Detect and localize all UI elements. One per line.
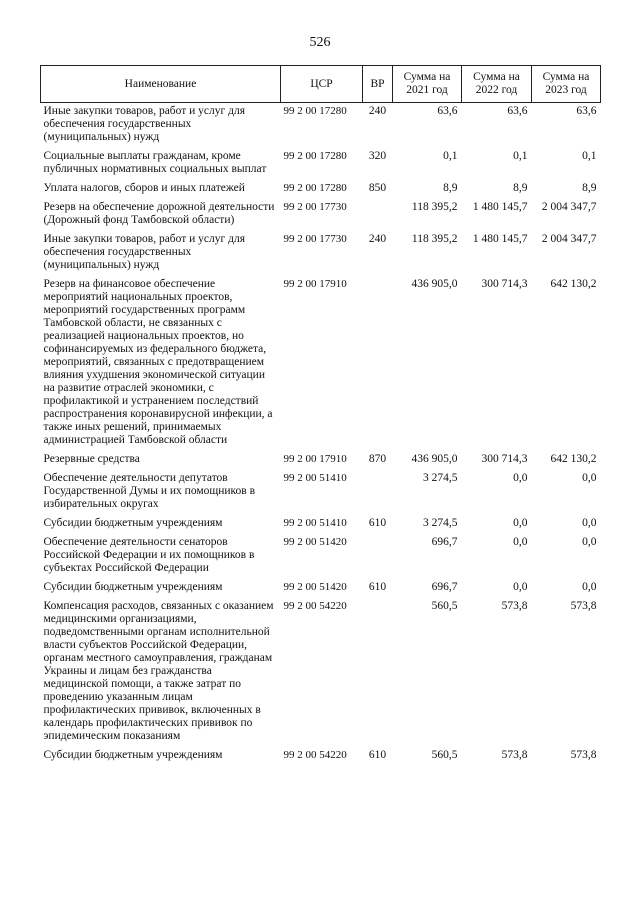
table-row bbox=[41, 180, 601, 199]
row-sum-2021: 436 905,0 bbox=[411, 278, 458, 290]
table-row bbox=[41, 148, 601, 180]
row-name: Обеспечение деятельности депутатов Государственной Думы и их помощников в избирательных округах bbox=[43, 472, 256, 510]
row-sum-2021: 436 905,0 bbox=[411, 453, 458, 465]
row-sum-2023: 0,0 bbox=[582, 472, 597, 484]
row-sum-2022: 0,0 bbox=[513, 472, 528, 484]
table-row bbox=[41, 747, 601, 766]
row-vr bbox=[363, 470, 393, 515]
row-vr: 850 bbox=[368, 182, 387, 194]
row-name: Резерв на финансовое обеспечение мероприятий национальных проектов, мероприятий государственных программ Тамбовской области, не связанных с реализацией национальных проектов, но софинансируемых из федерального бюджета, мероприятий, связанных с предотвращением влияния ухудшения экономической ситуации на развитие отраслей экономики, с профилактикой и устранением последствий распространения коронавирусной инфекции, а также иных решений, принимаемых администрацией Тамбовской области bbox=[43, 278, 273, 446]
table-row bbox=[41, 276, 601, 451]
row-sum-2022: 300 714,3 bbox=[481, 278, 528, 290]
table-row bbox=[41, 470, 601, 515]
row-vr: 240 bbox=[368, 105, 387, 117]
row-sum-2022: 0,0 bbox=[513, 581, 528, 593]
header-name: Наименование bbox=[41, 66, 281, 103]
row-vr bbox=[363, 276, 393, 451]
row-sum-2023: 0,0 bbox=[582, 581, 597, 593]
row-csr: 99 2 00 51420 bbox=[283, 536, 347, 548]
row-name: Субсидии бюджетным учреждениям bbox=[43, 517, 223, 529]
row-name: Компенсация расходов, связанных с оказанием медицинскими организациями, подведомственными органам исполнительной власти субъектов Российской Федерации, органам местного самоуправления, гражданам Украины и лицам без гражданства медицинской помощи, а также затрат по проведению указанным лицам профилактических прививок, включенных в календарь профилактических прививок по эпидемическим показаниям bbox=[43, 600, 274, 742]
table-header bbox=[41, 66, 601, 103]
row-sum-2022: 573,8 bbox=[501, 749, 528, 761]
row-sum-2022: 0,1 bbox=[513, 150, 528, 162]
row-sum-2023: 0,1 bbox=[582, 150, 597, 162]
row-csr: 99 2 00 17910 bbox=[283, 453, 347, 465]
row-vr: 610 bbox=[368, 581, 387, 593]
row-sum-2021: 560,5 bbox=[431, 749, 458, 761]
row-csr: 99 2 00 17280 bbox=[283, 182, 347, 194]
row-sum-2021: 63,6 bbox=[437, 105, 458, 117]
row-csr: 99 2 00 51410 bbox=[283, 517, 347, 529]
row-csr: 99 2 00 51420 bbox=[283, 581, 347, 593]
row-name: Уплата налогов, сборов и иных платежей bbox=[43, 182, 245, 194]
header-sum-2021: Сумма на 2021 год bbox=[393, 66, 462, 103]
row-sum-2023: 642 130,2 bbox=[550, 453, 597, 465]
table-row bbox=[41, 199, 601, 231]
row-name: Социальные выплаты гражданам, кроме публичных нормативных социальных выплат bbox=[43, 150, 267, 175]
row-sum-2023: 573,8 bbox=[570, 749, 597, 761]
row-sum-2023: 573,8 bbox=[570, 600, 597, 612]
row-csr: 99 2 00 17730 bbox=[283, 201, 347, 213]
row-vr: 240 bbox=[368, 233, 387, 245]
row-sum-2023: 8,9 bbox=[582, 182, 597, 194]
row-csr: 99 2 00 17910 bbox=[283, 278, 347, 290]
row-sum-2023: 0,0 bbox=[582, 517, 597, 529]
row-sum-2022: 1 480 145,7 bbox=[472, 201, 528, 213]
row-name: Обеспечение деятельности сенаторов Российской Федерации и их помощников в субъектах Российской Федерации bbox=[43, 536, 255, 574]
row-sum-2022: 63,6 bbox=[507, 105, 528, 117]
header-sum-2022: Сумма на 2022 год bbox=[462, 66, 532, 103]
row-sum-2021: 696,7 bbox=[431, 581, 458, 593]
row-csr: 99 2 00 54220 bbox=[283, 749, 347, 761]
row-name: Иные закупки товаров, работ и услуг для обеспечения государственных (муниципальных) нужд bbox=[43, 233, 245, 271]
row-sum-2021: 3 274,5 bbox=[423, 472, 458, 484]
row-vr: 610 bbox=[368, 517, 387, 529]
row-csr: 99 2 00 17280 bbox=[283, 105, 347, 117]
row-sum-2023: 63,6 bbox=[576, 105, 597, 117]
row-csr: 99 2 00 54220 bbox=[283, 600, 347, 612]
row-sum-2023: 2 004 347,7 bbox=[541, 233, 597, 245]
row-name: Иные закупки товаров, работ и услуг для обеспечения государственных (муниципальных) нужд bbox=[43, 105, 245, 143]
row-sum-2022: 300 714,3 bbox=[481, 453, 528, 465]
table-row bbox=[41, 451, 601, 470]
row-sum-2021: 3 274,5 bbox=[423, 517, 458, 529]
row-vr: 870 bbox=[368, 453, 387, 465]
row-sum-2023: 0,0 bbox=[582, 536, 597, 548]
row-csr: 99 2 00 51410 bbox=[283, 472, 347, 484]
row-sum-2022: 1 480 145,7 bbox=[472, 233, 528, 245]
table-row bbox=[41, 598, 601, 747]
row-name: Резервные средства bbox=[43, 453, 140, 465]
table-row bbox=[41, 231, 601, 276]
table-row bbox=[41, 534, 601, 579]
row-sum-2021: 696,7 bbox=[431, 536, 458, 548]
row-sum-2021: 0,1 bbox=[443, 150, 458, 162]
row-sum-2022: 0,0 bbox=[513, 536, 528, 548]
row-csr: 99 2 00 17730 bbox=[283, 233, 347, 245]
row-sum-2021: 118 395,2 bbox=[411, 233, 458, 245]
row-name: Субсидии бюджетным учреждениям bbox=[43, 581, 223, 593]
row-csr: 99 2 00 17280 bbox=[283, 150, 347, 162]
row-sum-2021: 560,5 bbox=[431, 600, 458, 612]
row-vr: 610 bbox=[368, 749, 387, 761]
row-sum-2022: 573,8 bbox=[501, 600, 528, 612]
row-name: Резерв на обеспечение дорожной деятельности (Дорожный фонд Тамбовской области) bbox=[43, 201, 275, 226]
row-vr bbox=[363, 598, 393, 747]
header-vr: ВР bbox=[363, 66, 393, 103]
row-sum-2021: 8,9 bbox=[443, 182, 458, 194]
row-sum-2022: 8,9 bbox=[513, 182, 528, 194]
header-csr: ЦСР bbox=[281, 66, 363, 103]
table-row bbox=[41, 103, 601, 149]
row-vr bbox=[363, 199, 393, 231]
row-sum-2022: 0,0 bbox=[513, 517, 528, 529]
budget-table bbox=[40, 65, 601, 766]
table-row bbox=[41, 515, 601, 534]
row-vr: 320 bbox=[368, 150, 387, 162]
row-sum-2021: 118 395,2 bbox=[411, 201, 458, 213]
table-body bbox=[41, 103, 601, 767]
row-vr bbox=[363, 534, 393, 579]
header-sum-2023: Сумма на 2023 год bbox=[532, 66, 601, 103]
page-number: 526 bbox=[309, 35, 331, 50]
row-sum-2023: 2 004 347,7 bbox=[541, 201, 597, 213]
row-name: Субсидии бюджетным учреждениям bbox=[43, 749, 223, 761]
table-row bbox=[41, 579, 601, 598]
row-sum-2023: 642 130,2 bbox=[550, 278, 597, 290]
